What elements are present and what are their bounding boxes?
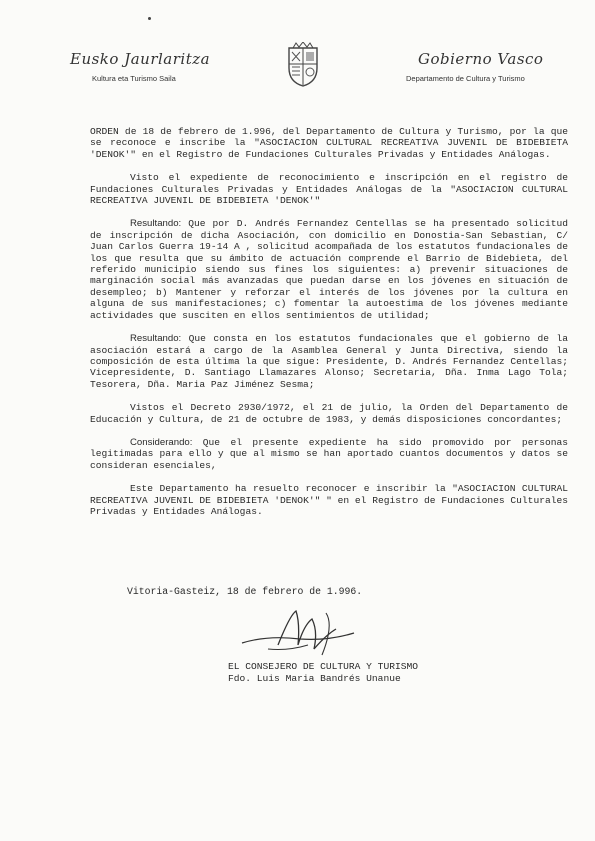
considerando-text: Que el presente expediente ha sido promovido por personas legitimadas para ello y que al mismo se han aportado cuantos documentos y datos se consideran esenciales,	[90, 436, 568, 471]
resultando-label-1: Resultando:	[130, 218, 182, 230]
resolution-paragraph	[90, 483, 568, 517]
order-title-paragraph	[90, 126, 568, 160]
coat-of-arms-icon	[283, 42, 323, 88]
considerando-label: Considerando:	[130, 436, 193, 448]
resultando-text-2: Que consta en los estatutos fundacionales que el gobierno de la asociación estará a cargo de la Asamblea General y Junta Directiva, siendo la composición de esta última la que sigue: Presidente, D. Andrés Fernandez Centellas; Vicepresidente, D. Santiago Llamazares Alonso; Secretaria, Dña. Inma Lago Tola; Tesorera, Dña. Maria Paz Jiménez Sesma;	[90, 333, 568, 390]
basque-government-name: Eusko Jaurlaritza	[70, 50, 211, 68]
vistos-text: Vistos el Decreto 2930/1972, el 21 de julio, la Orden del Departamento de Educación y Cultura, de 21 de octubre de 1983, y demás disposiciones concordantes;	[90, 402, 568, 425]
visto-paragraph	[90, 172, 568, 206]
scan-speck	[148, 17, 151, 20]
basque-department-name: Kultura eta Turismo Saila	[92, 74, 176, 83]
resolution-text: Este Departamento ha resuelto reconocer e inscribir la "ASOCIACION CULTURAL RECREATIVA JUVENIL DE BIDEBIETA 'DENOK'" " en el Registro de Fundaciones Culturales Privadas y Entidades Análogas.	[90, 483, 568, 517]
visto-text: Visto el expediente de reconocimiento e inscripción en el registro de Fundaciones Culturales Privadas y Entidades Análogas de la "ASOCIACION CULTURAL RECREATIVA JUVENIL DE BIDEBIETA 'DENOK'"	[90, 172, 568, 207]
office-title: EL CONSEJERO DE CULTURA Y TURISMO	[228, 661, 418, 672]
order-title-text: ORDEN de 18 de febrero de 1.996, del Departamento de Cultura y Turismo, por la que se reconoce e inscribe la "ASOCIACION CULTURAL RECREATIVA JUVENIL DE BIDEBIETA 'DENOK'" en el Registro de Fundaciones Culturales Privadas y Entidades Análogas.	[90, 126, 568, 160]
considerando-paragraph	[90, 437, 568, 471]
resultando-paragraph-2	[90, 333, 568, 390]
handwritten-signature-icon	[238, 605, 358, 665]
place-date: Vitoria-Gasteiz, 18 de febrero de 1.996.	[127, 586, 363, 597]
header-right	[400, 50, 560, 83]
resultando-text-1: Que por D. Andrés Fernandez Centellas se ha presentado solicitud de inscripción de dicha Asociación, con domicilio en Donostia-San Sebastian, C/ Juan Carlos Guerra 19-14 A , solicitud acompañada de los estatutos fundacionales de los que resulta que su ámbito de actuación comprende el Barrio de Bidebieta, del referido municipio siendo sus fines los siguientes: a) prevenir situaciones de marginación social más avanzadas que puedan darse en los jóvenes en situación de desempleo; b) Mantener y reforzar el interés de los jóvenes por la cultura en alguna de sus manifestaciones; c) fomentar la autoestima de los jóvenes mediante actividades que susciten en ellos sentimientos de utilidad;	[90, 218, 568, 321]
resultando-paragraph-1	[90, 218, 568, 321]
header-left	[70, 50, 230, 83]
spanish-department-name: Departamento de Cultura y Turismo	[406, 74, 525, 83]
signatory-name: Fdo. Luis Maria Bandrés Unanue	[228, 673, 401, 684]
signatory-block	[228, 661, 418, 685]
spanish-government-name: Gobierno Vasco	[418, 50, 544, 68]
resultando-label-2: Resultando:	[130, 333, 182, 345]
document-body	[90, 126, 568, 529]
vistos-paragraph	[90, 402, 568, 425]
